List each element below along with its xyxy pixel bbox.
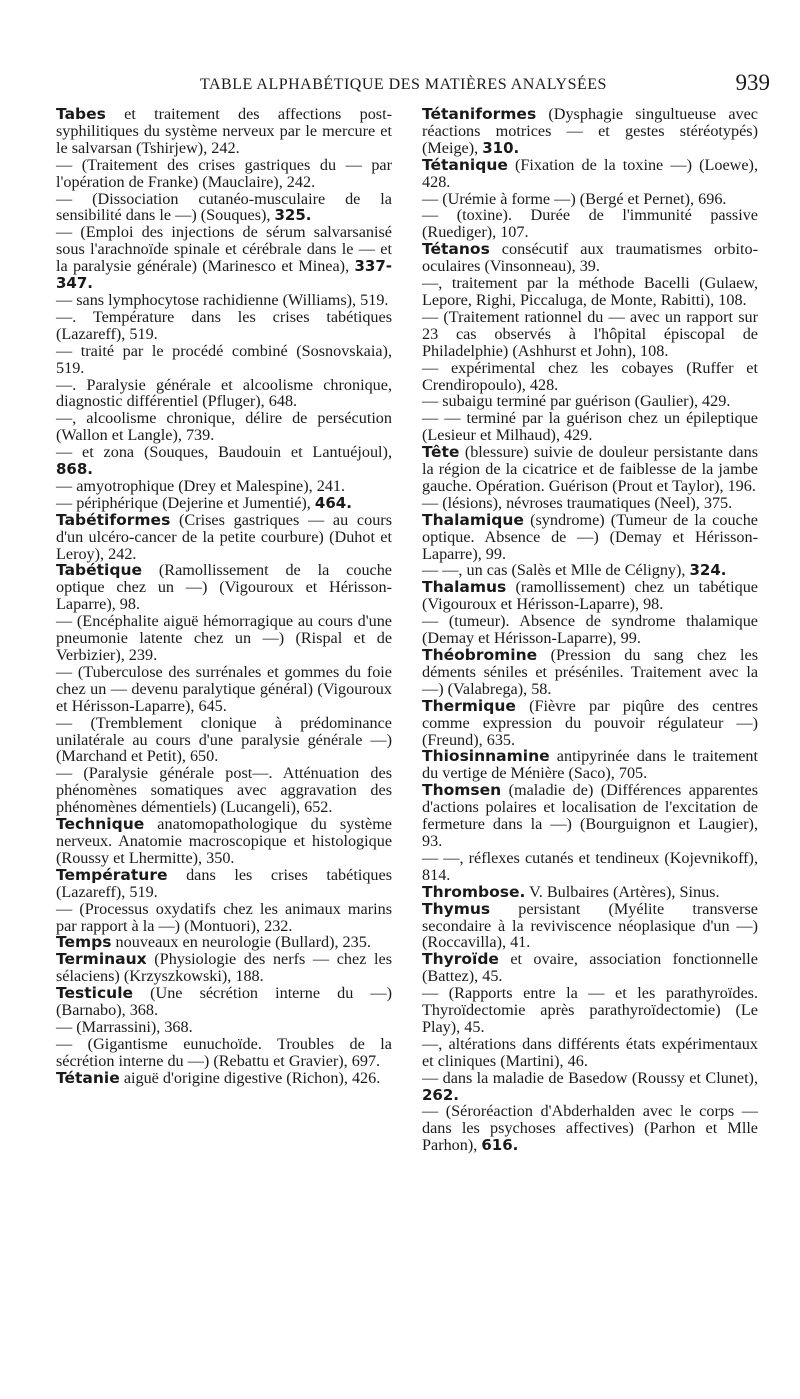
index-entry bbox=[56, 934, 392, 951]
index-entry bbox=[56, 343, 392, 377]
index-entry bbox=[56, 495, 392, 512]
index-entry bbox=[422, 901, 758, 952]
entry-text: — sans lymphocytose rachidienne (Williams), 519. bbox=[56, 290, 389, 309]
index-entry bbox=[422, 782, 758, 850]
entry-text: — —, un cas (Salès et Mlle de Céligny), bbox=[422, 561, 690, 580]
entry-head: Thyroïde bbox=[422, 950, 499, 969]
entry-text: — (Gigantisme eunuchoïde. Troubles de la sécrétion interne du —) (Rebattu et Gravier), 697. bbox=[56, 1034, 392, 1070]
index-entry bbox=[422, 562, 758, 579]
index-entry bbox=[422, 157, 758, 191]
index-entry bbox=[422, 360, 758, 394]
entry-text: —, traitement par la méthode Bacelli (Gulaew, Lepore, Righi, Piccaluga, de Monte, Rabitti), 108. bbox=[422, 274, 758, 309]
index-entry bbox=[422, 207, 758, 241]
entry-text: — — terminé par la guérison chez un épileptique (Lesieur et Milhaud), 429. bbox=[422, 409, 758, 445]
entry-text: — (tumeur). Absence de syndrome thalamique (Demay et Hérisson-Laparre), 99. bbox=[422, 612, 758, 648]
entry-text: nouveaux en neurologie (Bullard), 235. bbox=[111, 933, 371, 952]
index-entry bbox=[56, 224, 392, 292]
index-entry bbox=[56, 1036, 392, 1070]
entry-num: 337-347. bbox=[56, 257, 392, 293]
index-entry bbox=[56, 478, 392, 495]
entry-text: — (Traitement des crises gastriques du — par l'opération de Franke) (Mauclaire), 242. bbox=[56, 155, 392, 191]
index-entry bbox=[422, 512, 758, 563]
index-entry bbox=[56, 901, 392, 935]
entry-num: 464. bbox=[314, 493, 352, 512]
entry-text: — subaigu terminé par guérison (Gaulier), 429. bbox=[422, 392, 731, 411]
index-entry bbox=[422, 579, 758, 613]
entry-text: consécutif aux traumatismes orbito-oculaires (Vinsonneau), 39. bbox=[422, 240, 758, 276]
entry-text: — (Dissociation cutanéo-musculaire de la sensibilité dans le —) (Souques), bbox=[56, 189, 392, 225]
entry-head: Température bbox=[56, 865, 168, 884]
index-entry bbox=[422, 106, 758, 157]
index-entry bbox=[422, 275, 758, 309]
entry-num: 324. bbox=[689, 561, 727, 580]
index-entry bbox=[422, 241, 758, 275]
entry-num: 868. bbox=[56, 460, 94, 479]
index-entry bbox=[56, 765, 392, 816]
entry-text: aiguë d'origine digestive (Richon), 426. bbox=[119, 1068, 381, 1087]
index-entry bbox=[422, 1103, 758, 1154]
index-entry bbox=[422, 393, 758, 410]
entry-text: (Physiologie des nerfs — chez les sélaciens) (Krzyszkowski), 188. bbox=[56, 950, 392, 986]
entry-head: Thalamus bbox=[422, 578, 507, 597]
entry-text: — (Séroréaction d'Abderhalden avec le corps — dans les psychoses affectives) (Parhon et Mlle Parhon), bbox=[422, 1102, 758, 1155]
entry-head: Tétanique bbox=[422, 155, 508, 174]
index-entry bbox=[422, 444, 758, 495]
index-entry bbox=[56, 377, 392, 411]
entry-head: Tabétiformes bbox=[56, 510, 171, 529]
entry-text: — (Rapports entre la — et les parathyroïdes. Thyroïdectomie après parathyroïdectomie) (Le Play), 45. bbox=[422, 984, 758, 1036]
entry-head: Thomsen bbox=[422, 781, 502, 800]
entry-head: Temps bbox=[56, 933, 112, 952]
index-entry bbox=[422, 850, 758, 884]
index-entry bbox=[56, 106, 392, 157]
entry-text: — (Marrassini), 368. bbox=[56, 1017, 193, 1036]
entry-head: Thiosinnamine bbox=[422, 747, 550, 766]
entry-text: dans les crises tabétiques (Lazareff), 519. bbox=[56, 865, 392, 901]
entry-text: (maladie de) (Différences apparentes d'actions polaires et localisation de l'excitation de fermeture dans la —) (Bourguignon et Laugier), 93. bbox=[422, 781, 758, 850]
index-entry bbox=[56, 1070, 392, 1087]
index-entry bbox=[56, 512, 392, 563]
entry-text: — (Urémie à forme —) (Bergé et Pernet), 696. bbox=[422, 189, 727, 208]
entry-head: Thrombose. bbox=[422, 882, 526, 901]
entry-head: Tétaniformes bbox=[422, 105, 537, 123]
entry-num: 325. bbox=[274, 206, 312, 225]
entry-text: — (Paralysie générale post—. Atténuation des phénomènes somatiques avec aggravation des phénomènes démentiels) (Lucangeli), 652. bbox=[56, 764, 392, 817]
page-header bbox=[0, 70, 800, 100]
entry-text: persistant (Myélite transverse secondaire à la reviviscence néoplasique d'un —) (Roccavilla), 41. bbox=[422, 899, 758, 952]
entry-text: —. Température dans les crises tabétiques (Lazareff), 519. bbox=[56, 307, 392, 343]
index-entry bbox=[422, 495, 758, 512]
page-number: 939 bbox=[735, 70, 770, 95]
entry-text: —, alcoolisme chronique, délire de persécution (Wallon et Langle), 739. bbox=[56, 409, 392, 445]
index-entry bbox=[56, 613, 392, 664]
entry-text: (Dysphagie singultueuse avec réactions motrices — et gestes stéréotypés) (Meige), bbox=[422, 105, 758, 157]
entry-head: Théobromine bbox=[422, 646, 538, 664]
entry-text: — (Processus oxydatifs chez les animaux marins par rapport à la —) (Montuori), 232. bbox=[56, 899, 392, 935]
left-column bbox=[56, 106, 392, 1087]
index-entry bbox=[422, 191, 758, 208]
entry-head: Tabétique bbox=[56, 561, 143, 580]
entry-text: — (Traitement rationnel du — avec un rapport sur 23 cas observés à l'hôpital épiscopal de Philadelphie) (Ashhurst et John), 108. bbox=[422, 307, 758, 360]
entry-text: (blessure) suivie de douleur persistante dans la région de la cicatrice et de faiblesse de la jambe gauche. Opération. Guérison (Prout et Taylor), 196. bbox=[422, 443, 758, 495]
index-entry bbox=[56, 664, 392, 715]
entry-text: — (lésions), névroses traumatiques (Neel), 375. bbox=[422, 493, 733, 512]
index-entry bbox=[422, 613, 758, 647]
entry-text: V. Bulbaires (Artères), Sinus. bbox=[525, 882, 720, 901]
entry-text: — dans la maladie de Basedow (Roussy et Clunet), bbox=[422, 1068, 758, 1087]
entry-text: — et zona (Souques, Baudouin et Lantuéjoul), bbox=[56, 443, 392, 462]
entry-text: — —, réflexes cutanés et tendineux (Kojevnikoff), 814. bbox=[422, 848, 758, 884]
index-entry bbox=[56, 562, 392, 613]
entry-text: (Une sécrétion interne du —) (Barnabo), 368. bbox=[56, 984, 392, 1020]
entry-text: et traitement des affections post-syphilitiques du système nerveux par le mercure et le salvarsan (Tshirjew), 242. bbox=[56, 105, 392, 157]
entry-text: antipyrinée dans le traitement du vertige de Ménière (Saco), 705. bbox=[422, 747, 758, 783]
entry-text: et ovaire, association fonctionnelle (Battez), 45. bbox=[422, 950, 758, 986]
entry-num: 616. bbox=[481, 1136, 519, 1155]
entry-head: Tétanie bbox=[56, 1068, 120, 1087]
index-entry bbox=[56, 292, 392, 309]
entry-text: —. Paralysie générale et alcoolisme chronique, diagnostic différentiel (Pfluger), 648. bbox=[56, 375, 392, 411]
index-entry bbox=[56, 715, 392, 766]
index-entry bbox=[422, 884, 758, 901]
entry-text: — (Tuberculose des surrénales et gommes du foie chez un — devenu paralytique général) (Vigouroux et Hérisson-Laparre), 645. bbox=[56, 662, 392, 715]
index-entry bbox=[56, 309, 392, 343]
entry-text: (Crises gastriques — au cours d'un ulcéro-cancer de la petite courbure) (Duhot et Leroy), 242. bbox=[56, 510, 392, 563]
index-entry bbox=[422, 1036, 758, 1070]
index-entry bbox=[422, 1070, 758, 1104]
entry-head: Testicule bbox=[56, 984, 134, 1003]
index-entry bbox=[56, 410, 392, 444]
entry-text: — amyotrophique (Drey et Malespine), 241. bbox=[56, 476, 346, 495]
index-entry bbox=[422, 309, 758, 360]
entry-num: 262. bbox=[422, 1085, 460, 1104]
entry-head: Thymus bbox=[422, 899, 491, 918]
entry-text: (syndrome) (Tumeur de la couche optique. Absence de —) (Demay et Hérisson-Laparre), 99. bbox=[422, 510, 758, 563]
index-entry bbox=[56, 191, 392, 225]
index-entry bbox=[56, 157, 392, 191]
entry-text: (Fièvre par piqûre des centres comme expression du pouvoir régulateur —) (Freund), 635. bbox=[422, 696, 758, 749]
entry-text: — expérimental chez les cobayes (Ruffer et Crendiropoulo), 428. bbox=[422, 358, 758, 394]
entry-head: Tabes bbox=[56, 105, 106, 123]
right-column bbox=[422, 106, 758, 1154]
index-entry bbox=[56, 985, 392, 1019]
entry-head: Tête bbox=[422, 443, 460, 462]
index-entry bbox=[422, 698, 758, 749]
index-entry bbox=[56, 867, 392, 901]
index-entry bbox=[56, 1019, 392, 1036]
entry-text: — (Tremblement clonique à prédominance unilatérale au cours d'une paralysie générale —) (Marchand et Petit), 650. bbox=[56, 713, 392, 766]
entry-num: 310. bbox=[482, 138, 520, 157]
index-entry bbox=[422, 985, 758, 1036]
index-entry bbox=[422, 410, 758, 444]
index-entry bbox=[56, 816, 392, 867]
entry-text: (Fixation de la toxine —) (Loewe), 428. bbox=[422, 155, 758, 191]
entry-head: Thalamique bbox=[422, 510, 524, 529]
entry-text: — (Encéphalite aiguë hémorragique au cours d'une pneumonie latente chez un —) (Rispal et de Verbizier), 239. bbox=[56, 612, 392, 664]
entry-head: Tétanos bbox=[422, 240, 490, 259]
index-entry bbox=[56, 951, 392, 985]
entry-head: Thermique bbox=[422, 696, 516, 715]
index-entry bbox=[422, 951, 758, 985]
entry-text: —, altérations dans différents états expérimentaux et cliniques (Martini), 46. bbox=[422, 1034, 758, 1070]
entry-text: — (Emploi des injections de sérum salvarsanisé sous l'arachnoïde spinale et cérébrale dans le — et la paralysie générale) (Marinesco et Minea), bbox=[56, 223, 392, 276]
index-entry bbox=[56, 444, 392, 478]
entry-text: (Ramollissement de la couche optique chez un —) (Vigouroux et Hérisson-Laparre), 98. bbox=[56, 561, 392, 614]
entry-text: (ramollissement) chez un tabétique (Vigouroux et Hérisson-Laparre), 98. bbox=[422, 578, 758, 614]
entry-text: anatomopathologique du système nerveux. Anatomie macroscopique et histologique (Roussy et Lhermitte), 350. bbox=[56, 815, 392, 867]
index-entry bbox=[422, 647, 758, 698]
entry-text: (Pression du sang chez les déments séniles et préséniles. Traitement avec la —) (Valabrega), 58. bbox=[422, 646, 758, 698]
index-entry bbox=[422, 748, 758, 782]
entry-text: — périphérique (Dejerine et Jumentié), bbox=[56, 493, 315, 512]
running-title: TABLE ALPHABÉTIQUE DES MATIÈRES ANALYSÉES bbox=[200, 76, 607, 93]
entry-head: Terminaux bbox=[56, 950, 147, 969]
entry-text: — (toxine). Durée de l'immunité passive (Ruediger), 107. bbox=[422, 206, 758, 242]
entry-head: Technique bbox=[56, 815, 145, 834]
entry-text: — traité par le procédé combiné (Sosnovskaia), 519. bbox=[56, 341, 392, 377]
